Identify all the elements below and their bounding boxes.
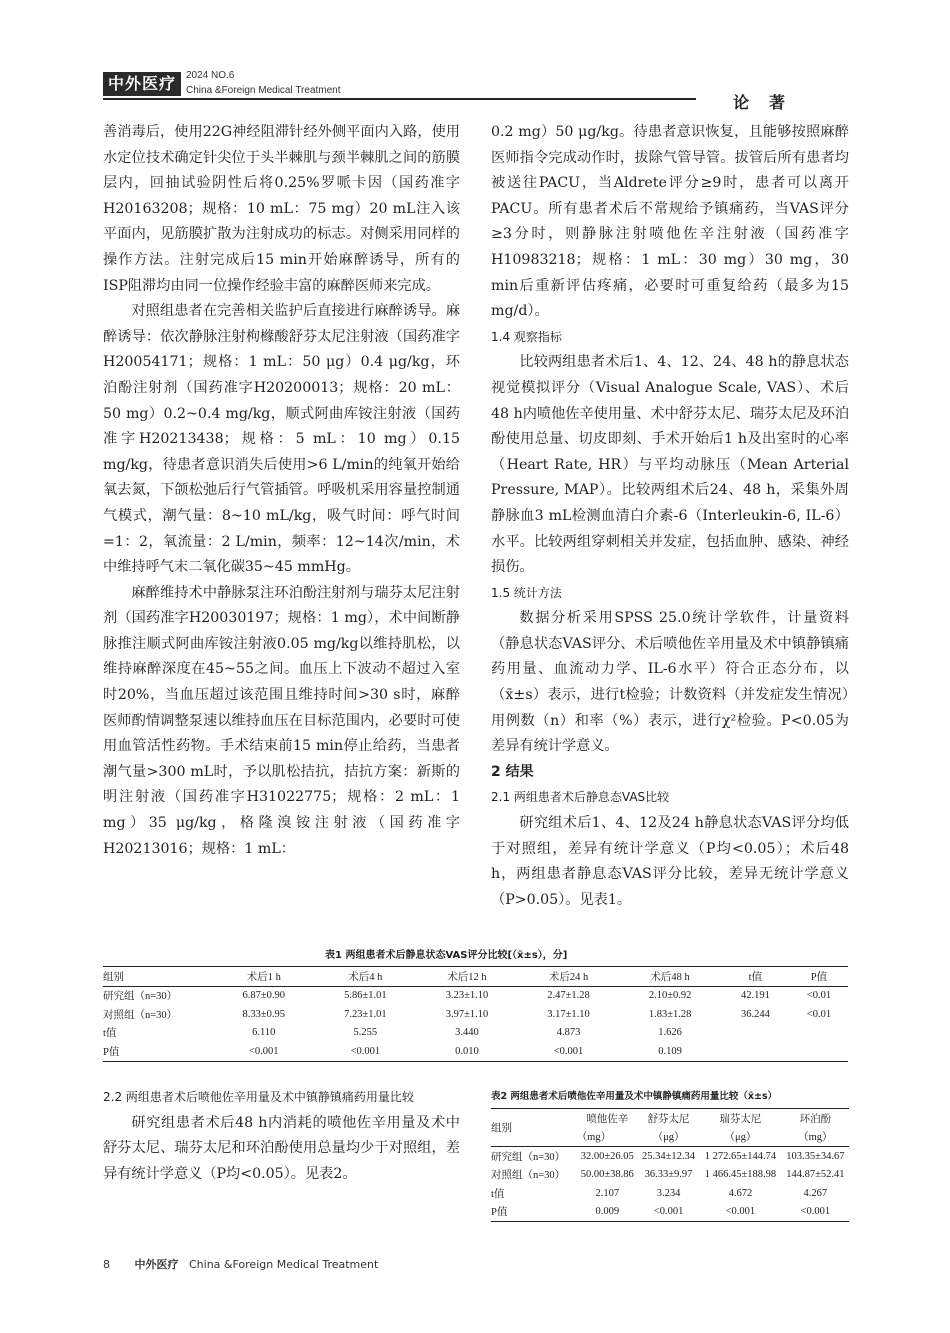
table1-cell: <0.01 bbox=[806, 990, 832, 1002]
paragraph: 对照组患者在完善相关监护后直接进行麻醉诱导。麻醉诱导：依次静脉注射枸橼酸舒芬太尼注射液（国药准字H20054171；规格：1 mL：50 μg）0.4 μg/kg，环泊酚注射剂（国药准字H20200013；规格：20 mL：50 mg）0.2~0.4 mg/kg，顺式阿曲库铵注射液（国药准字H20213438；规格：5 mL：10 mg）0.15 mg/kg，待患者意识消失后使用>6 L/min的纯氧开始给氧去氮，下颌松弛后行气管插管。呼吸机采用容量控制通气模式，潮气量：8~10 mL/kg，吸气时间：呼气时间=1：2，氧流量：2 L/min，频率：12~14次/min，术中维持呼气末二氧化碳35~45 mmHg。 bbox=[103, 303, 460, 576]
footer-journal-cn: 中外医疗 bbox=[134, 1258, 179, 1271]
footer-journal-en: China &Foreign Medical Treatment bbox=[188, 1258, 379, 1271]
table1-caption: 表1 两组患者术后静息状态VAS评分比较[（x̄±s），分] bbox=[325, 950, 568, 961]
table-row bbox=[491, 1184, 849, 1203]
table1-cell: 1.626 bbox=[658, 1027, 682, 1039]
table2-cell: <0.001 bbox=[725, 1206, 756, 1218]
paragraph: 麻醉维持术中静脉泵注环泊酚注射剂与瑞芬太尼注射剂（国药准字H20030197；规格：1 mg），术中间断静脉推注顺式阿曲库铵注射液0.05 mg/kg以维持肌松，以维持麻醉深度在45~55之间。血压上下波动不超过入室时20%，当血压超过该范围且维持时间>30 s时，麻醉医师酌情调整泵速以维持血压在目标范围内，必要时可使用血管活性药物。手术结束前15 min停止给药，当患者潮气量>300 mL时，予以肌松拮抗，拮抗方案：新斯的明注射液（国药准字H31022775；规格：2 mL：1 mg）35 μg/kg，格隆溴铵注射液（国药准字H20213016；规格：1 mL： bbox=[103, 584, 460, 857]
table1-cell: <0.001 bbox=[553, 1045, 584, 1057]
table1-cell: 42.191 bbox=[740, 990, 770, 1002]
table1-cell: <0.001 bbox=[350, 1045, 381, 1057]
section-2-2 bbox=[103, 1085, 460, 1187]
table2-cell: 103.35±34.67 bbox=[786, 1150, 845, 1162]
paragraph: 比较两组患者术后1、4、12、24、48 h的静息状态视觉模拟评分（Visual Analogue Scale, VAS）、术后48 h内喷他佐辛使用量、术中舒芬太尼、瑞芬太尼及环泊酚使用总量、切皮即刻、手术开始后1 h及出室时的心率（Heart Rate, HR）与平均动脉压（Mean Arterial Pressure, MAP）。比较两组术后24、48 h，采集外周静脉血3 mL检测血清白介素-6（Interleukin-6, IL-6）水平。比较两组穿刺相关并发症，包括血肿、感染、神经损伤。 bbox=[491, 354, 850, 576]
table-row bbox=[491, 1203, 849, 1222]
table1-cell: 4.873 bbox=[556, 1027, 581, 1039]
table2-cell: t值 bbox=[491, 1188, 505, 1200]
table-row bbox=[491, 1147, 849, 1166]
subsection-heading: 1.4 观察指标 bbox=[491, 329, 562, 344]
table2-cell: 0.009 bbox=[595, 1206, 620, 1218]
table1-cell: 6.87±0.90 bbox=[242, 990, 286, 1002]
table-row bbox=[103, 986, 848, 1005]
table1-cell: 0.109 bbox=[658, 1045, 682, 1057]
table2-cell: 研究组（n=30） bbox=[491, 1151, 566, 1163]
year-issue: 2024 NO.6 bbox=[186, 70, 235, 81]
table2-unit-cell: （mg） bbox=[576, 1132, 612, 1144]
table1-cell: 0.010 bbox=[455, 1045, 479, 1057]
table2-cell: 1 466.45±188.98 bbox=[704, 1169, 777, 1181]
table2-header-cell: 舒芬太尼 bbox=[647, 1113, 690, 1125]
table1-header-cell: 术后12 h bbox=[447, 971, 487, 983]
table1-cell: 1.83±1.28 bbox=[648, 1008, 692, 1020]
table1-header-cell: t值 bbox=[748, 971, 763, 983]
table1-cell: t值 bbox=[103, 1028, 117, 1040]
page-number: 8 bbox=[103, 1258, 110, 1271]
table1-cell: P值 bbox=[103, 1046, 120, 1058]
subsection-heading: 2.1 两组患者术后静息态VAS比较 bbox=[491, 790, 670, 805]
table1-cell: 3.23±1.10 bbox=[445, 990, 489, 1002]
table1-cell: 3.17±1.10 bbox=[547, 1008, 590, 1020]
page-footer bbox=[103, 1256, 378, 1272]
table1-cell: 8.33±0.95 bbox=[242, 1008, 286, 1020]
table1-cell: 36.244 bbox=[740, 1008, 770, 1020]
table2-header-cell: 环泊酚 bbox=[799, 1113, 832, 1125]
table1-cell: <0.001 bbox=[249, 1045, 279, 1057]
table1 bbox=[103, 966, 848, 1062]
table2-group-header: 组别 bbox=[491, 1123, 512, 1134]
table2-cell: 4.267 bbox=[803, 1187, 828, 1199]
table-row bbox=[103, 1042, 848, 1061]
table2-header-cell: 瑞芬太尼 bbox=[719, 1113, 762, 1125]
paragraph: 0.2 mg）50 μg/kg。待患者意识恢复，且能够按照麻醉医师指令完成动作时，拔除气管导管。拔管后所有患者均被送往PACU，当Aldrete评分≥9时，患者可以离开PACU。所有患者术后不常规给予镇痛药，当VAS评分≥3分时，则静脉注射喷他佐辛注射液（国药准字H10983218；规格：1 mL：30 mg）30 mg，30 min后重新评估疼痛，必要时可重复给药（最多为15 mg/d）。 bbox=[491, 124, 849, 320]
table-row bbox=[103, 1005, 848, 1024]
journal-logo: 中外医疗 bbox=[103, 72, 181, 96]
table2-cell: 1 272.65±144.74 bbox=[704, 1150, 777, 1162]
table1-cell: 5.255 bbox=[353, 1027, 378, 1039]
right-column bbox=[491, 120, 849, 913]
paragraph: 善消毒后，使用22G神经阻滞针经外侧平面内入路，使用水定位技术确定针尖位于头半棘肌与颈半棘肌之间的筋膜层内，回抽试验阴性后将0.25%罗哌卡因（国药准字H20163208；规格：10 mL：75 mg）20 mL注入该平面内，见筋膜扩散为注射成功的标志。对侧采用同样的操作方法。注射完成后15 min开始麻醉诱导，所有的ISP阻滞均由同一位操作经验丰富的麻醉医师来完成。 bbox=[103, 124, 460, 294]
table1-cell: 2.47±1.28 bbox=[547, 990, 590, 1002]
table1-cell bbox=[790, 1024, 848, 1043]
table2-cell: 50.00±38.86 bbox=[580, 1169, 634, 1181]
table1-cell: 6.110 bbox=[252, 1027, 276, 1039]
header-rule bbox=[103, 98, 696, 100]
table2-cell: 对照组（n=30） bbox=[491, 1170, 566, 1182]
table1-cell: 3.440 bbox=[455, 1027, 479, 1039]
table1-cell: 7.23±1.01 bbox=[344, 1008, 387, 1020]
table1-cell bbox=[790, 1042, 848, 1061]
table2-unit-cell: （mg） bbox=[798, 1132, 833, 1144]
table2-cell: P值 bbox=[491, 1207, 508, 1219]
table1-cell bbox=[721, 1042, 790, 1061]
table1-cell bbox=[721, 1024, 790, 1043]
table1-header-cell: 术后48 h bbox=[650, 971, 690, 983]
table1-header-cell: 组别 bbox=[103, 971, 124, 983]
table2-cell: 4.672 bbox=[728, 1187, 753, 1199]
table2-unit-cell: （μg） bbox=[652, 1132, 685, 1144]
table1-cell: 2.10±0.92 bbox=[648, 990, 692, 1002]
table1-cell: 研究组（n=30） bbox=[103, 991, 178, 1003]
table2-cell: <0.001 bbox=[653, 1206, 684, 1218]
table2-unit-cell: （μg） bbox=[724, 1132, 757, 1144]
table-row bbox=[103, 1024, 848, 1043]
table-row bbox=[491, 1166, 849, 1185]
table1-header-cell: P值 bbox=[810, 971, 828, 983]
subsection-heading: 2.2 两组患者术后喷他佐辛用量及术中镇静镇痛药用量比较 bbox=[103, 1090, 414, 1104]
section-label: 论著 bbox=[733, 93, 806, 112]
left-column bbox=[103, 120, 460, 862]
table2-cell: 2.107 bbox=[595, 1187, 620, 1199]
table1-header-cell: 术后1 h bbox=[246, 971, 281, 983]
table1-header-cell: 术后24 h bbox=[548, 971, 589, 983]
table2-cell: 32.00±26.05 bbox=[580, 1150, 634, 1162]
table2-cell: <0.001 bbox=[800, 1206, 831, 1218]
table2-header-cell: 喷他佐辛 bbox=[586, 1113, 629, 1125]
section-heading: 2 结果 bbox=[491, 763, 534, 780]
table2-caption: 表2 两组患者术后喷他佐辛用量及术中镇静镇痛药用量比较（x̄±s） bbox=[491, 1091, 778, 1102]
table1-header-cell: 术后4 h bbox=[348, 971, 383, 983]
subsection-heading: 1.5 统计方法 bbox=[491, 585, 562, 600]
table1-cell: 对照组（n=30） bbox=[103, 1009, 178, 1021]
table1-cell: <0.01 bbox=[806, 1008, 832, 1020]
table2-cell: 3.234 bbox=[656, 1187, 681, 1199]
table1-cell: 5.86±1.01 bbox=[344, 990, 387, 1002]
table2-cell: 144.87±52.41 bbox=[786, 1169, 845, 1181]
table1-cell: 3.97±1.10 bbox=[445, 1008, 489, 1020]
paragraph: 研究组术后1、4、12及24 h静息状态VAS评分均低于对照组，差异有统计学意义（P均<0.05）；术后48 h，两组患者静息态VAS评分比较，差异无统计学意义（P>0.05）。见表1。 bbox=[491, 815, 849, 908]
paragraph: 研究组患者术后48 h内消耗的喷他佐辛用量及术中舒芬太尼、瑞芬太尼和环泊酚使用总量均少于对照组，差异有统计学意义（P均<0.05）。见表2。 bbox=[103, 1114, 460, 1182]
journal-english-name: China &Foreign Medical Treatment bbox=[186, 85, 341, 96]
table2-cell: 36.33±9.97 bbox=[644, 1169, 693, 1181]
paragraph: 数据分析采用SPSS 25.0统计学软件，计量资料（静息状态VAS评分、术后喷他佐辛用量及术中镇静镇痛药用量、血流动力学、IL-6水平）符合正态分布，以（x̄±s）表示，进行t检验；计数资料（并发症发生情况）用例数（n）和率（%）表示，进行χ²检验。P<0.05为差异有统计学意义。 bbox=[491, 610, 849, 755]
table2 bbox=[491, 1108, 849, 1222]
table2-cell: 25.34±12.34 bbox=[642, 1150, 696, 1162]
